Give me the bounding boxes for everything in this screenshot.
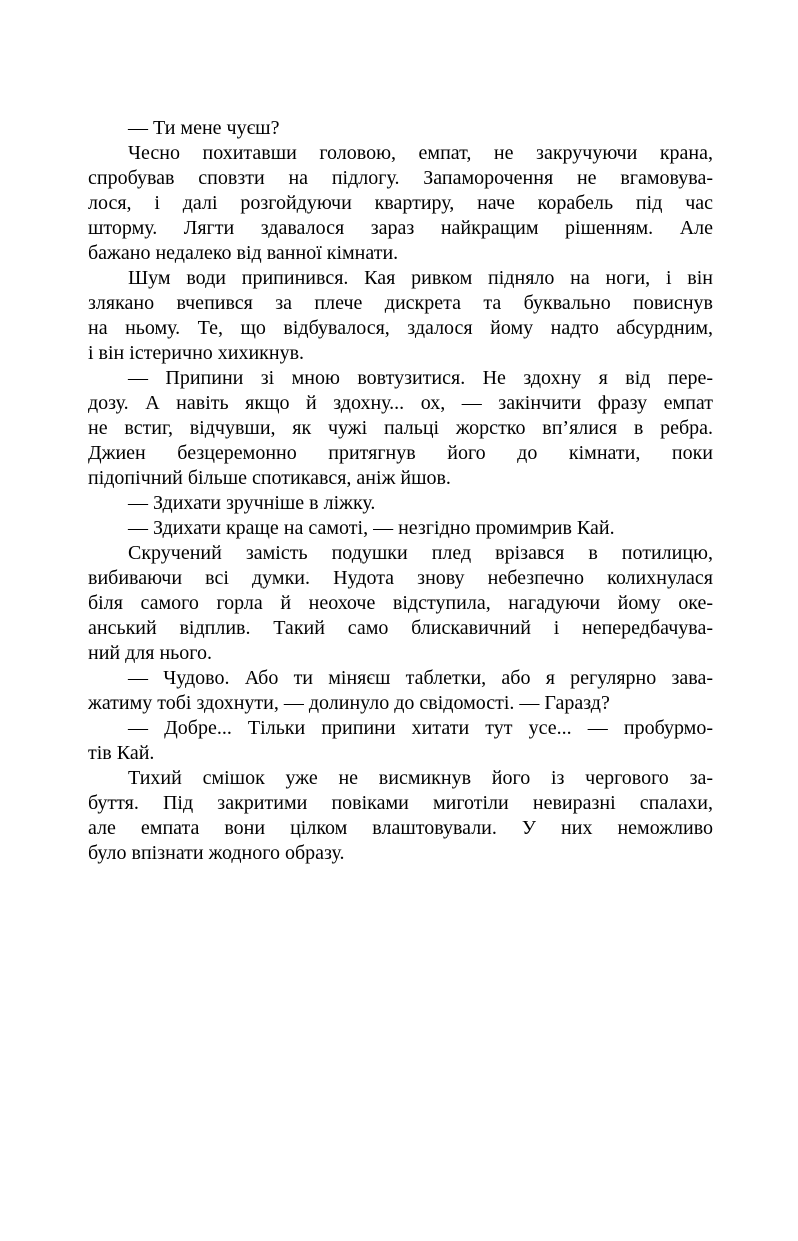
text-line: шторму. Лягти здавалося зараз найкращим рішенням. Але [88,217,713,239]
paragraph [88,491,713,516]
text-line: злякано вчепився за плече дискрета та буквально повиснув [88,292,713,314]
text-line: біля самого горла й неохоче відступила, нагадуючи йому оке- [88,592,713,614]
text-line: було впізнати жодного образу. [88,842,345,864]
text-line: але емпата вони цілком влаштовували. У них неможливо [88,817,713,839]
text-line: Джиен безцеремонно притягнув його до кімнати, поки [88,442,713,464]
paragraph [88,766,713,866]
text-line: лося, і далі розгойдуючи квартиру, наче корабель під час [88,192,713,214]
text-line: тів Кай. [88,742,155,764]
paragraph [88,516,713,541]
text-line: Чесно похитавши головою, емпат, не закручуючи крана, [128,142,713,164]
text-line: не встиг, відчувши, як чужі пальці жорстко вп’ялися в ребра. [88,417,713,439]
text-line: і він істерично хихикнув. [88,342,305,364]
text-line: ний для нього. [88,642,212,664]
paragraph [88,716,713,766]
paragraph [88,266,713,366]
text-line: Шум води припинився. Кая ривком підняло на ноги, і він [128,267,713,289]
text-line: Тихий смішок уже не висмикнув його із чергового за- [128,767,713,789]
paragraph [88,366,713,491]
text-line: спробував сповзти на підлогу. Запаморочення не вгамовува- [88,167,713,189]
paragraph [88,141,713,266]
text-line: бажано недалеко від ванної кімнати. [88,242,399,264]
text-line: — Здихати зручніше в ліжку. [128,492,376,514]
text-line: — Чудово. Або ти міняєш таблетки, або я регулярно зава- [128,667,713,689]
text-line: буття. Під закритими повіками миготіли невиразні спалахи, [88,792,713,814]
text-line: — Ти мене чуєш? [128,117,280,139]
text-line: — Добре... Тільки припини хитати тут усе... — пробурмо- [128,717,713,739]
text-line: підопічний більше спотикався, аніж йшов. [88,467,451,489]
paragraph [88,116,713,141]
text-line: — Припини зі мною вовтузитися. Не здохну я від пере- [128,367,713,389]
text-line: на ньому. Те, що відбувалося, здалося йому надто абсурдним, [88,317,713,339]
text-line: дозу. А навіть якщо й здохну... ох, — закінчити фразу емпат [88,392,713,414]
paragraph [88,541,713,666]
text-line: вибиваючи всі думки. Нудота знову небезпечно колихнулася [88,567,713,589]
page-text [88,116,713,866]
text-line: анський відплив. Такий само блискавичний і непередбачува- [88,617,713,639]
text-line: Скручений замість подушки плед врізався в потилицю, [128,542,713,564]
text-line: жатиму тобі здохнути, — долинуло до свідомості. — Гаразд? [88,692,610,714]
paragraph [88,666,713,716]
text-line: — Здихати краще на самоті, — незгідно промимрив Кай. [128,517,615,539]
